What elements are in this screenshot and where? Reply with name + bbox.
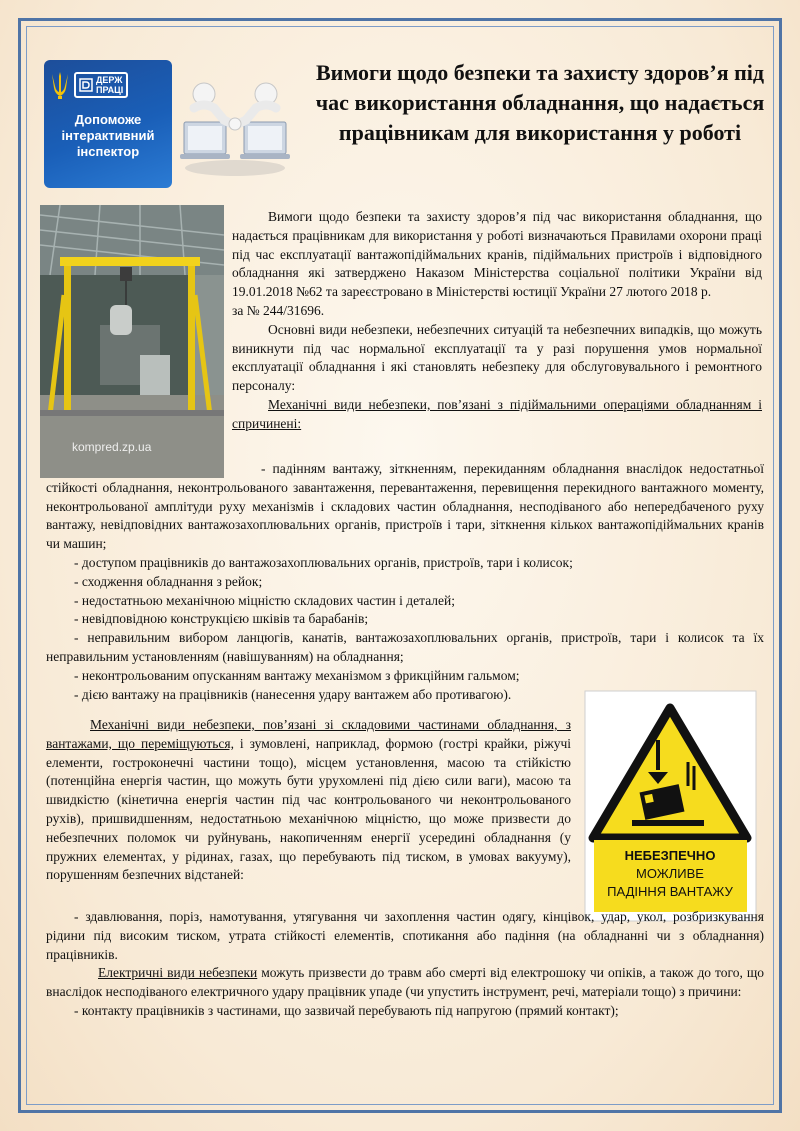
sign-line-3: ПАДІННЯ ВАНТАЖУ xyxy=(607,884,733,899)
electrical-hazards-heading: Електричні види небезпеки xyxy=(98,965,258,981)
gantry-crane-photo xyxy=(40,205,224,478)
electrical-hazards-paragraph xyxy=(46,964,764,1002)
electrical-hazards-block xyxy=(46,908,764,1021)
hazards-intro-paragraph: Основні види небезпеки, небезпечних ситуацій та небезпечних випадків, що можуть виникнути під час нормальної експлуатації та у разі порушення умов нормальної експлуатації обладнання і які становлять небезпеку для обслуговувального і ремонтного персоналу: xyxy=(232,321,762,394)
sign-line-1: НЕБЕЗПЕЧНО xyxy=(624,848,716,863)
logo-brand-line2: ПРАЦІ xyxy=(96,85,124,95)
list-item: - сходження обладнання з рейок; xyxy=(74,573,263,589)
list-item: - здавлювання, поріз, намотування, утягування чи захоплення частин одягу, кінцівок, удар, укол, розбризкування рідини під високим тиском, утрата стійкості елементів, спотикання або падіння (на обладнанні чи з обладнання) працівників. xyxy=(46,909,764,962)
list-item: - неконтрольованим опусканням вантажу механізмом з фрикційним гальмом; xyxy=(74,667,520,683)
lifting-hazards-block xyxy=(46,460,764,704)
logo-brand xyxy=(74,72,128,98)
intro-paragraph-tail: за № 244/31696. xyxy=(232,302,325,318)
danger-falling-load-sign xyxy=(584,690,757,922)
list-item: - доступом працівників до вантажозахоплювальних органів, пристроїв, тари і колисок; xyxy=(74,554,573,570)
electrical-hazards-text: можуть призвести до травм або смерті від електрошоку чи опіків, а також до того, що внаслідок несподіваного електричного удару працівник упаде (чи упустить інструмент, речі, матеріали тощо) з причини: xyxy=(46,965,765,1000)
sign-line-2: МОЖЛИВЕ xyxy=(636,866,704,881)
trident-icon xyxy=(50,70,70,100)
photo-watermark: kompred.zp.ua xyxy=(72,440,152,454)
page-title: Вимоги щодо безпеки та захисту здоров’я під час використання обладнання, що надається працівникам для використання у роботі xyxy=(315,60,765,145)
handshake-illustration xyxy=(176,64,294,182)
logo-caption: Допоможе інтерактивний інспектор xyxy=(61,112,155,159)
list-item: - невідповідною конструкцією шківів та барабанів; xyxy=(74,611,369,627)
list-item: - недостатньою механічною міцністю складових частин і деталей; xyxy=(74,592,456,608)
falling-load-paragraph: - падінням вантажу, зіткненням, перекиданням обладнання внаслідок недостатньої стійкості обладнання, неконтрольованого завантаження, перевантаження, перевищення перекидного вантажного моменту, неконтрольованої амплітуди руху механізмів і складових частин обладнання, несподіваного або непередбаченого руху вантажу, невідповідних вантажозахоплювальних органів, пристроїв і тари, зіткнення кількох вантажопідіймальних кранів чи машин; xyxy=(46,461,764,552)
list-item: - контакту працівників з частинами, що зазвичай перебувають під напругою (прямий контакт); xyxy=(74,1002,619,1018)
mechanical-hazards-lifting-heading: Механічні види небезпеки, пов’язані з підіймальними операціями обладнанням і спричинені: xyxy=(232,396,762,431)
mechanical-parts-heading: Механічні види небезпеки, пов’язані зі складовими частинами обладнання, з вантажами, що переміщуються, xyxy=(46,717,571,751)
list-item: - неправильним вибором ланцюгів, канатів, вантажозахоплювальних органів, пристроїв, тари і колисок та їх неправильним установленням (навішуванням) на обладнання; xyxy=(46,630,764,664)
mechanical-parts-block xyxy=(46,716,571,885)
list-item: - дією вантажу на працівників (нанесення удару вантажем або противагою). xyxy=(74,686,512,702)
intro-paragraph: Вимоги щодо безпеки та захисту здоров’я під час використання обладнання, що надається працівникам для використання у роботі визначаються Правилами охорони праці під час експлуатації вантажопідіймальних кранів, підіймальних пристроїв і відповідного обладнання які затверджено Наказом Міністерства соціальної політики України від 19.01.2018 №62 та зареєстровано в Міністерстві юстиції України 27 лютого 2018 р. xyxy=(232,209,762,300)
intro-block xyxy=(232,208,762,434)
brand-mark-icon xyxy=(79,78,93,92)
logo-brand-line1: ДЕРЖ xyxy=(96,75,123,85)
mechanical-parts-text: і зумовлені, наприклад, формою (гострі крайки, ріжучі елементи, гостроконечні частини тощо), місцем установлення, масою та стійкістю (потенційна енергія частин, що можуть бути урухомлені під дією сили ваги), масою та швидкістю (кінетична енергія частин під час контрольованого чи неконтрольованого рухів), пришвидшенням, недостатньою механічною міцністю, що може призвести до небезпечних поломок чи руйнувань, накопиченням енергії усередині обладнання (у пружних елементах, у рідинах, газах, що перебувають під тиском, в умовах вакууму), порушенням безпечних відстаней: xyxy=(46,735,571,883)
mechanical-parts-paragraph xyxy=(46,716,571,885)
derzhpratsi-logo xyxy=(44,60,172,188)
